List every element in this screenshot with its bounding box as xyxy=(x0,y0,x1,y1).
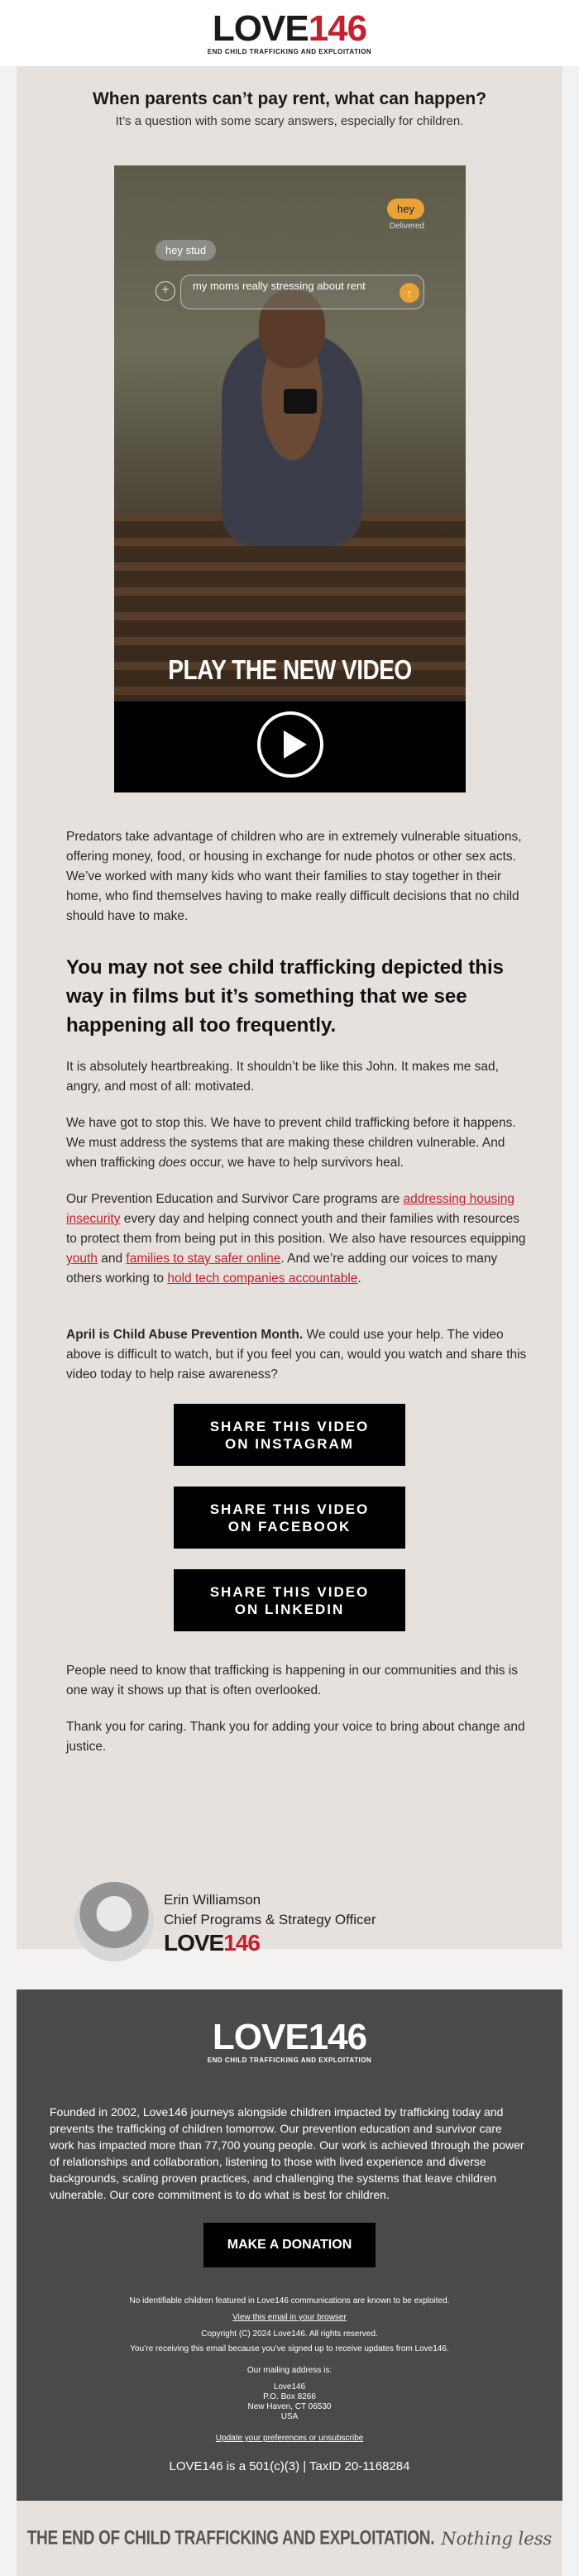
message-bubble-received: hey stud xyxy=(156,240,216,261)
footer-logo[interactable]: LOVE146 END CHILD TRAFFICKING AND EXPLOITATION xyxy=(207,2017,372,2064)
mailing-address-label: Our mailing address is: xyxy=(246,2366,333,2375)
message-bubble-sent: hey xyxy=(387,199,424,219)
paragraph-april: April is Child Abuse Prevention Month. We could use your help. The video above is difficult to watch, but if you feel you can, would you watch and share this video today to help raise awareness? xyxy=(66,1328,527,1381)
bottom-script: Nothing less xyxy=(441,2528,553,2549)
message-composer xyxy=(156,275,424,309)
paragraph-thank-you: Thank you for caring. Thank you for adding your voice to bring about change and justice. xyxy=(66,1720,525,1754)
delivered-label: Delivered xyxy=(389,222,424,231)
paragraph-stop-trafficking: We have got to stop this. We have to prevent child trafficking before it happens. We must address the systems that are making these children vulnerable. And when trafficking does occur, we have to help survivors heal. xyxy=(66,1116,516,1170)
header-bar xyxy=(0,0,579,66)
send-arrow-icon: ↑ xyxy=(400,283,419,303)
link-housing-insecurity[interactable]: addressing housing insecurity xyxy=(66,1192,514,1226)
section-heading: You may not see child trafficking depicted this way in films but it’s something that we see happening all too frequently. xyxy=(66,956,504,1037)
paragraph-heartbreaking: It is absolutely heartbreaking. It shouldn’t be like this John. It makes me sad, angry, and most of all: motivated. xyxy=(66,1060,499,1094)
paragraph-programs: Our Prevention Education and Survivor Care programs are addressing housing insecurity every day and helping connect youth and their families with resources to protect them from being put in this position. We also have resources equipping youth and families to stay safer online. And we’re adding our voices to many others working to hold tech companies accountable. xyxy=(66,1192,526,1286)
footer-about: Founded in 2002, Love146 journeys alongside children impacted by trafficking today and prevents the trafficking of children tomorrow. Our prevention education and survivor care work has impacted more than 77,700 young people. Our work is achieved through the power of relationships and collaboration, listening to those with lived experience and diverse backgrounds, scaling proven practices, and challenging the systems that leave children vulnerable. Our core commitment is to do what is best for children. xyxy=(50,2105,524,2201)
bottom-tagline-band xyxy=(17,2501,562,2576)
logo-tagline: END CHILD TRAFFICKING AND EXPLOITATION xyxy=(207,48,372,55)
address-line-4: USA xyxy=(280,2412,299,2421)
share-instagram-button[interactable]: SHARE THIS VIDEO ON INSTAGRAM xyxy=(174,1404,405,1466)
footer xyxy=(17,1989,562,2501)
signature-block xyxy=(58,1882,471,1973)
tax-id: LOVE146 is a 501(c)(3) | TaxID 20-1168284 xyxy=(169,2459,410,2473)
preferences-link[interactable]: Update your preferences or unsubscribe xyxy=(215,2434,364,2443)
play-icon[interactable] xyxy=(257,711,323,778)
video-thumbnail[interactable] xyxy=(114,165,466,792)
hero-subtitle: It’s a question with some scary answers, especially for children. xyxy=(115,114,464,128)
footer-copyright: Copyright (C) 2024 Love146. All rights reserved. xyxy=(201,2329,378,2339)
logo-word: LOVE xyxy=(212,8,309,49)
composer-text: my moms really stressing about rent xyxy=(180,275,424,309)
link-tech-accountable[interactable]: hold tech companies accountable xyxy=(167,1271,358,1286)
plus-icon: + xyxy=(156,281,175,301)
phone-graphic xyxy=(284,389,317,414)
bottom-tagline: THE END OF CHILD TRAFFICKING AND EXPLOITATION. xyxy=(26,2526,435,2549)
link-youth[interactable]: youth xyxy=(66,1252,98,1266)
avatar xyxy=(74,1882,154,1961)
play-video-title: PLAY THE NEW VIDEO xyxy=(168,654,412,685)
signature-logo: LOVE146 xyxy=(164,1930,260,1956)
make-donation-button[interactable]: MAKE A DONATION xyxy=(203,2223,376,2267)
address-line-3: New Haven, CT 06530 xyxy=(247,2402,332,2411)
share-facebook-button[interactable]: SHARE THIS VIDEO ON FACEBOOK xyxy=(174,1487,405,1549)
link-families-online[interactable]: families to stay safer online xyxy=(126,1252,281,1266)
hero-title: When parents can’t pay rent, what can happen? xyxy=(92,89,487,108)
signature-name: Erin Williamson xyxy=(164,1892,261,1908)
main-card xyxy=(17,66,562,1949)
paragraph-predators: Predators take advantage of children who are in extremely vulnerable situations, offering money, food, or housing in exchange for nude photos or other sex acts. We’ve worked with many kids who want their families to stay together in their home, who find themselves having to make really difficult decisions that no child should have to make. xyxy=(66,830,522,923)
signature-role: Chief Programs & Strategy Officer xyxy=(164,1912,376,1927)
love146-logo[interactable] xyxy=(207,8,372,55)
paragraph-people-need: People need to know that trafficking is happening in our communities and this is one way it shows up that is often overlooked. xyxy=(66,1664,518,1697)
view-in-browser-link[interactable]: View this email in your browser xyxy=(232,2313,347,2322)
logo-number: 146 xyxy=(308,8,367,49)
footer-disclaimer: No identifiable children featured in Love146 communications are known to be exploited. xyxy=(129,2296,450,2305)
footer-reason: You’re receiving this email because you’ve signed up to receive updates from Love146. xyxy=(130,2344,449,2353)
address-line-2: P.O. Box 8266 xyxy=(263,2392,316,2401)
address-line-1: Love146 xyxy=(273,2382,306,2392)
share-linkedin-button[interactable]: SHARE THIS VIDEO ON LINKEDIN xyxy=(174,1569,405,1631)
